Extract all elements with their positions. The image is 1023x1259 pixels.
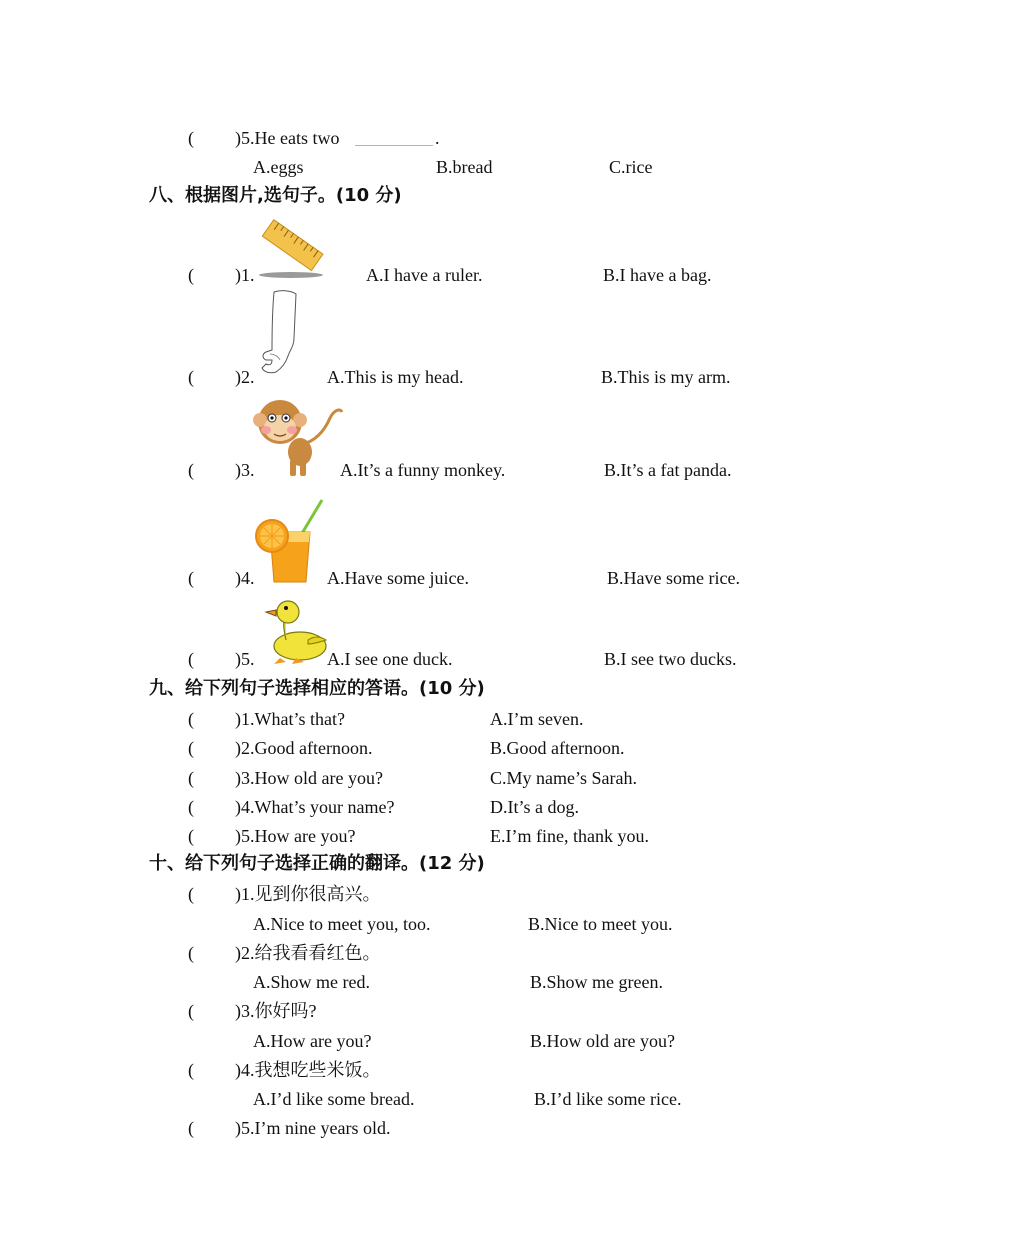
- option-a: A.eggs: [253, 157, 304, 177]
- option-a: A.Have some juice.: [327, 568, 469, 588]
- option-b: B.I’d like some rice.: [534, 1089, 682, 1109]
- answer-paren: (: [188, 1060, 194, 1080]
- question-text: )5.How are you?: [235, 826, 356, 846]
- answer-paren: (: [188, 1118, 194, 1138]
- question-text: )4.What’s your name?: [235, 797, 395, 817]
- answer-option: D.It’s a dog.: [490, 797, 579, 817]
- option-a: A.I’d like some bread.: [253, 1089, 415, 1109]
- answer-paren: (: [188, 649, 194, 669]
- answer-paren: (: [188, 568, 194, 588]
- option-c: C.rice: [609, 157, 653, 177]
- question-text: )5.I’m nine years old.: [235, 1118, 391, 1138]
- option-a: A.Show me red.: [253, 972, 370, 992]
- option-b: B.bread: [436, 157, 493, 177]
- question-number: )5.: [235, 649, 255, 669]
- section-heading: 十、给下列句子选择正确的翻译。(12 分): [149, 853, 485, 874]
- question-number: )3.: [235, 460, 255, 480]
- option-a: A.Nice to meet you, too.: [253, 914, 431, 934]
- answer-paren: (: [188, 709, 194, 729]
- option-a: A.I have a ruler.: [366, 265, 483, 285]
- option-b: B.It’s a fat panda.: [604, 460, 732, 480]
- question-text: )3.How old are you?: [235, 768, 383, 788]
- answer-paren: (: [188, 460, 194, 480]
- ruler-icon: [255, 210, 327, 282]
- option-b: B.I have a bag.: [603, 265, 712, 285]
- answer-blank: [355, 145, 433, 146]
- question-end: .: [435, 128, 440, 148]
- answer-paren: (: [188, 128, 194, 148]
- question-number: )2.: [235, 367, 255, 387]
- option-b: B.Show me green.: [530, 972, 663, 992]
- option-b: B.Nice to meet you.: [528, 914, 673, 934]
- answer-paren: (: [188, 826, 194, 846]
- option-a: A.It’s a funny monkey.: [340, 460, 506, 480]
- question-text: )2.给我看看红色。: [235, 943, 381, 963]
- answer-paren: (: [188, 768, 194, 788]
- juice-icon: [252, 498, 328, 586]
- question-number: )1.: [235, 265, 255, 285]
- option-b: B.Have some rice.: [607, 568, 740, 588]
- answer-paren: (: [188, 367, 194, 387]
- section-heading: 九、给下列句子选择相应的答语。(10 分): [149, 678, 485, 699]
- option-a: A.I see one duck.: [327, 649, 453, 669]
- answer-paren: (: [188, 738, 194, 758]
- section-heading: 八、根据图片,选句子。(10 分): [149, 185, 402, 206]
- option-b: B.I see two ducks.: [604, 649, 737, 669]
- option-b: B.This is my arm.: [601, 367, 731, 387]
- option-b: B.How old are you?: [530, 1031, 675, 1051]
- duck-icon: [262, 596, 330, 666]
- answer-option: B.Good afternoon.: [490, 738, 625, 758]
- arm-icon: [256, 288, 302, 383]
- question-text: )2.Good afternoon.: [235, 738, 373, 758]
- question-text: )1.What’s that?: [235, 709, 345, 729]
- answer-paren: (: [188, 797, 194, 817]
- answer-paren: (: [188, 884, 194, 904]
- question-text: )3.你好吗?: [235, 1001, 317, 1021]
- answer-option: E.I’m fine, thank you.: [490, 826, 649, 846]
- question-text: )4.我想吃些米饭。: [235, 1060, 381, 1080]
- answer-paren: (: [188, 943, 194, 963]
- answer-paren: (: [188, 265, 194, 285]
- question-text: )1.见到你很高兴。: [235, 884, 381, 904]
- answer-paren: (: [188, 1001, 194, 1021]
- monkey-icon: [252, 396, 344, 478]
- answer-option: C.My name’s Sarah.: [490, 768, 637, 788]
- option-a: A.This is my head.: [327, 367, 464, 387]
- question-text: )5.He eats two: [235, 128, 340, 148]
- answer-option: A.I’m seven.: [490, 709, 584, 729]
- question-number: )4.: [235, 568, 255, 588]
- option-a: A.How are you?: [253, 1031, 372, 1051]
